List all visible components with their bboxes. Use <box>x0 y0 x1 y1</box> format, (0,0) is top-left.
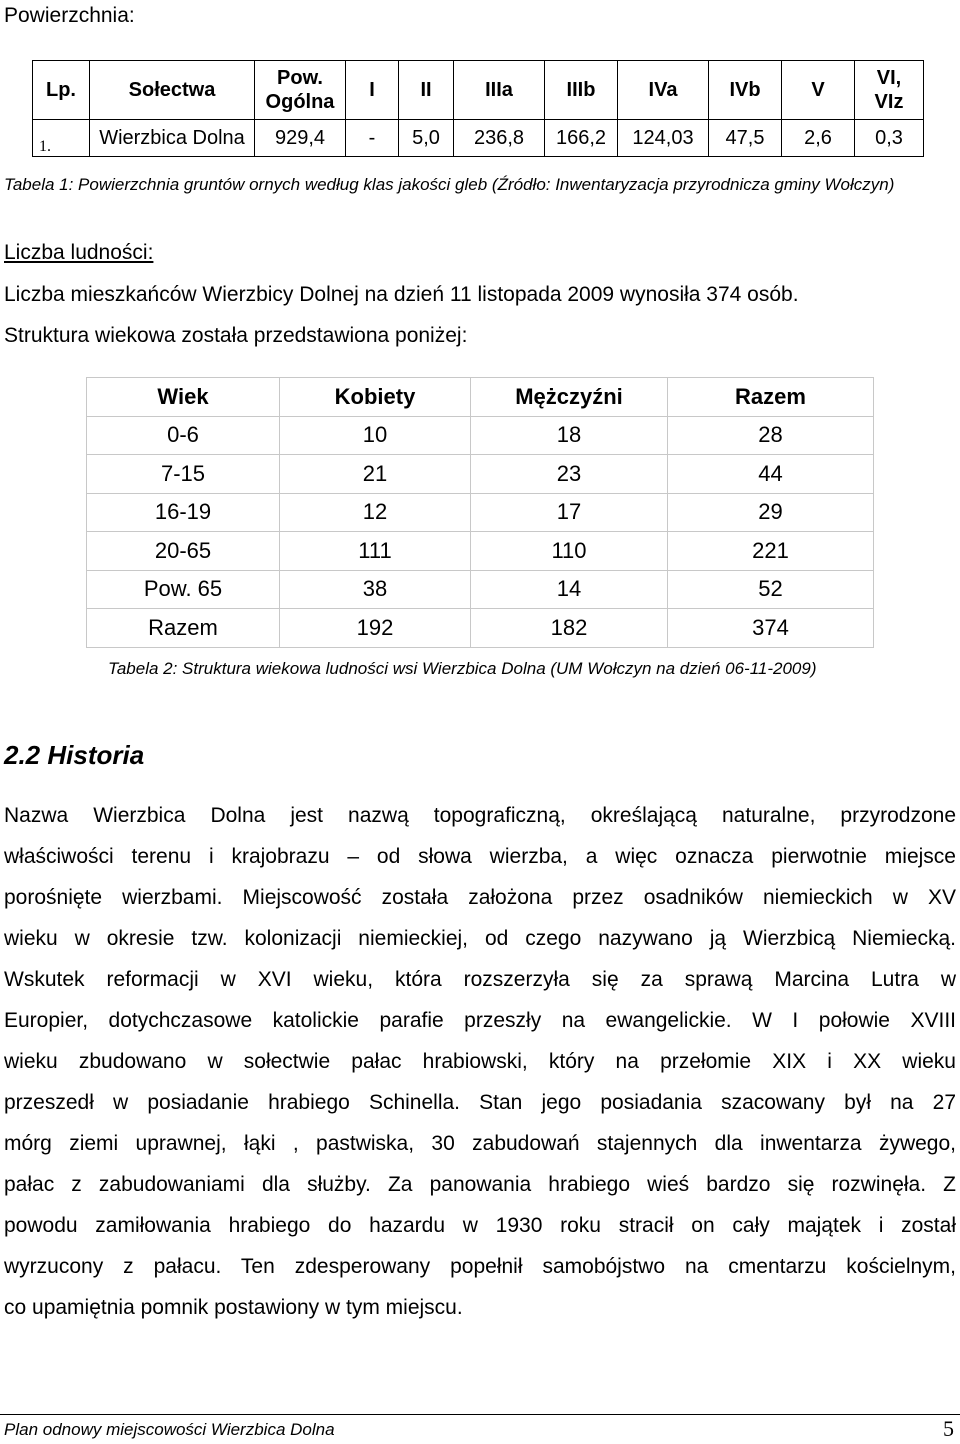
section-title-powierzchnia: Powierzchnia: <box>4 4 135 27</box>
paragraph-line: wieku zbudowano w sołectwie pałac hrabiowski, który na przełomie XIX i XX wieku <box>4 1050 956 1073</box>
col-pow-ogolna <box>255 61 346 120</box>
cell: 16-19 <box>87 493 280 532</box>
table-row <box>87 532 874 571</box>
cell-iiib: 166,2 <box>545 120 618 157</box>
footer-title: Plan odnowy miejscowości Wierzbica Dolna <box>4 1420 335 1439</box>
table-row <box>87 493 874 532</box>
footer-rule <box>0 1414 960 1415</box>
cell-pow: 929,4 <box>255 120 346 157</box>
cell: 7-15 <box>87 455 280 494</box>
col-mezczyzni: Mężczyźni <box>471 378 668 417</box>
col-razem: Razem <box>668 378 874 417</box>
cell: 182 <box>471 609 668 648</box>
cell: 10 <box>280 416 471 455</box>
population-text-2: Struktura wiekowa została przedstawiona poniżej: <box>4 324 468 347</box>
cell: 221 <box>668 532 874 571</box>
paragraph-line: porośnięte wierzbami. Miejscowość została założona przez osadników niemieckich w XV <box>4 886 956 909</box>
paragraph-line: pałac z zabudowaniami dla służby. Za panowania hrabiego wieś bardzo się rozwinęła. Z <box>4 1173 956 1196</box>
col-iiib: IIIb <box>545 61 618 120</box>
paragraph-line: przeszedł w posiadanie hrabiego Schinella. Stan jego posiadania szacowany był na 27 <box>4 1091 956 1114</box>
col-kobiety: Kobiety <box>280 378 471 417</box>
col-ivb: IVb <box>709 61 782 120</box>
cell-solectwo: Wierzbica Dolna <box>90 120 255 157</box>
age-structure-table <box>86 377 874 648</box>
paragraph-line: Wskutek reformacji w XVI wieku, która rozszerzyła się za sprawą Marcina Lutra w <box>4 968 956 991</box>
paragraph-line: co upamiętnia pomnik postawiony w tym miejscu. <box>4 1296 463 1319</box>
col-pow-line1: Pow. <box>277 67 323 89</box>
cell: Razem <box>87 609 280 648</box>
cell-ivb: 47,5 <box>709 120 782 157</box>
cell-iva: 124,03 <box>618 120 709 157</box>
population-text-1: Liczba mieszkańców Wierzbicy Dolnej na dzień 11 listopada 2009 wynosiła 374 osób. <box>4 283 799 306</box>
col-vi <box>855 61 924 120</box>
col-v: V <box>782 61 855 120</box>
cell: 29 <box>668 493 874 532</box>
table-row <box>87 416 874 455</box>
cell: 12 <box>280 493 471 532</box>
history-heading: 2.2 Historia <box>4 740 145 770</box>
cell: 374 <box>668 609 874 648</box>
cell: 110 <box>471 532 668 571</box>
cell: Pow. 65 <box>87 570 280 609</box>
paragraph-line: wieku w okresie tzw. kolonizacji niemieckiej, od czego nazywano ją Wierzbicą Niemiecką. <box>4 927 956 950</box>
page-number: 5 <box>943 1416 954 1441</box>
table-row <box>87 455 874 494</box>
table-header-row <box>87 378 874 417</box>
cell-v: 2,6 <box>782 120 855 157</box>
table-row <box>87 570 874 609</box>
table-row <box>87 609 874 648</box>
cell: 192 <box>280 609 471 648</box>
paragraph-line: Europier, dotychczasowe katolickie parafie przeszły na ewangelickie. W I połowie XVIII <box>4 1009 956 1032</box>
paragraph-line: powodu zamiłowania hrabiego do hazardu w 1930 roku stracił on cały majątek i został <box>4 1214 956 1237</box>
col-wiek: Wiek <box>87 378 280 417</box>
cell-lp: 1. <box>33 120 90 157</box>
table-header-row <box>33 61 924 120</box>
table1-caption: Tabela 1: Powierzchnia gruntów ornych według klas jakości gleb (Źródło: Inwentaryzacja przyrodnicza gminy Wołczyn) <box>4 175 895 194</box>
col-solectwa: Sołectwa <box>90 61 255 120</box>
history-paragraph <box>4 795 956 1328</box>
cell: 111 <box>280 532 471 571</box>
col-lp: Lp. <box>33 61 90 120</box>
cell: 18 <box>471 416 668 455</box>
cell: 52 <box>668 570 874 609</box>
col-iva: IVa <box>618 61 709 120</box>
cell-ii: 5,0 <box>399 120 454 157</box>
cell: 14 <box>471 570 668 609</box>
cell: 20-65 <box>87 532 280 571</box>
col-i: I <box>346 61 399 120</box>
table-row <box>33 120 924 157</box>
soil-class-table <box>32 60 924 157</box>
cell-i: - <box>346 120 399 157</box>
cell: 38 <box>280 570 471 609</box>
cell: 21 <box>280 455 471 494</box>
paragraph-line: wyrzucony z pałacu. Ten zdesperowany popełnił samobójstwo na cmentarzu kościelnym, <box>4 1255 956 1278</box>
cell: 0-6 <box>87 416 280 455</box>
cell: 44 <box>668 455 874 494</box>
table2-caption: Tabela 2: Struktura wiekowa ludności wsi Wierzbica Dolna (UM Wołczyn na dzień 06-11-2009) <box>108 659 817 678</box>
cell-iiia: 236,8 <box>454 120 545 157</box>
cell-vi: 0,3 <box>855 120 924 157</box>
col-pow-line2: Ogólna <box>265 91 335 113</box>
col-vi-line2: VIz <box>874 91 904 113</box>
population-heading: Liczba ludności: <box>4 241 154 264</box>
cell: 17 <box>471 493 668 532</box>
cell: 23 <box>471 455 668 494</box>
paragraph-line: mórg ziemi uprawnej, łąki , pastwiska, 30 zabudowań stajennych dla inwentarza żywego, <box>4 1132 956 1155</box>
col-iiia: IIIa <box>454 61 545 120</box>
col-ii: II <box>399 61 454 120</box>
paragraph-line: Nazwa Wierzbica Dolna jest nazwą topograficzną, określającą naturalne, przyrodzone <box>4 804 956 827</box>
cell: 28 <box>668 416 874 455</box>
col-vi-line1: VI, <box>876 67 902 89</box>
paragraph-line: właściwości terenu i krajobrazu – od słowa wierzba, a więc oznacza pierwotnie miejsce <box>4 845 956 868</box>
